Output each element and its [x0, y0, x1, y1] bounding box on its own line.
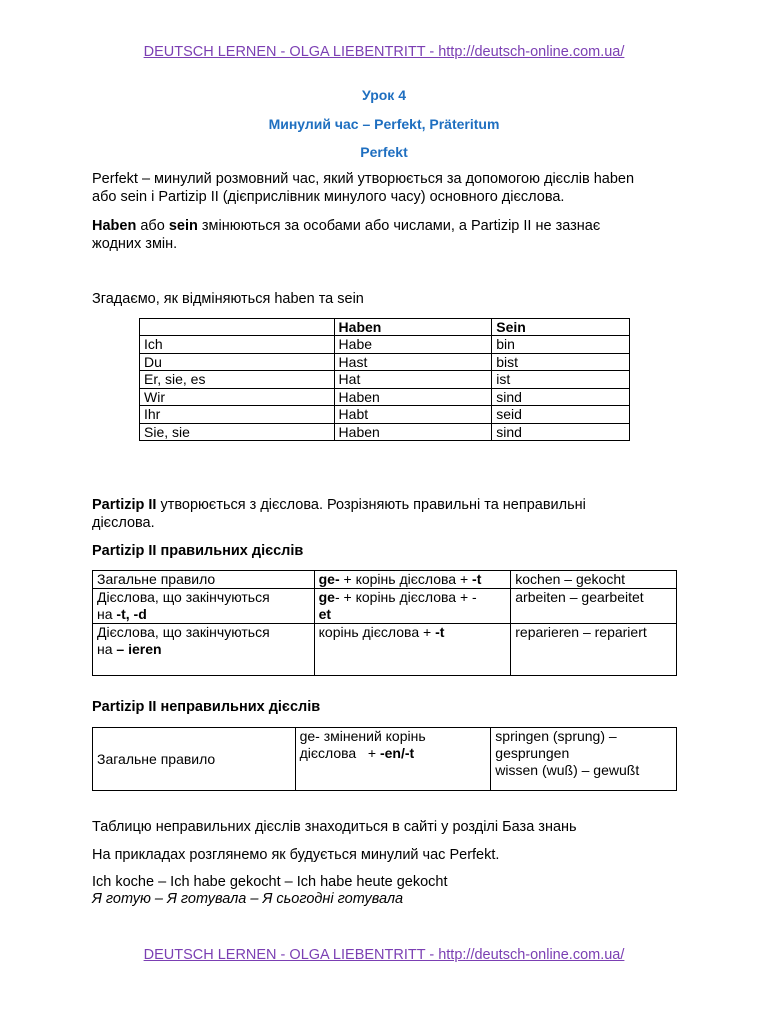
table-cell: bist — [492, 353, 630, 371]
table-header-cell: Haben — [334, 319, 492, 336]
table-cell — [491, 728, 677, 791]
lesson-title: Урок 4 — [362, 87, 406, 103]
bold-word: sein — [168, 218, 198, 234]
table-cell: Habt — [334, 406, 492, 424]
bold-word: – ieren — [116, 641, 162, 657]
table-row — [93, 728, 677, 791]
text-line: wissen (wuß) – gewußt — [495, 762, 640, 778]
text-span: - + корінь дієслова + - — [334, 589, 477, 605]
table-row — [140, 371, 630, 389]
table-cell: arbeiten – gearbeitet — [511, 589, 677, 624]
table-cell: Habe — [334, 336, 492, 354]
footer-link[interactable]: DEUTSCH LERNEN - OLGA LIEBENTRITT - http://deutsch-online.com.ua/ — [143, 947, 625, 963]
table-cell: Haben — [334, 423, 492, 441]
section-title: Perfekt — [360, 144, 408, 160]
bold-word: ge — [318, 589, 335, 605]
bold-word: et — [318, 606, 332, 622]
paragraph-irregular-table-note: Таблицю неправильних дієслів знаходиться в сайті у розділі База знань — [92, 819, 577, 835]
text-line — [92, 217, 692, 235]
bold-word: Partizip II — [92, 497, 157, 513]
bold-word: -t, -d — [116, 606, 147, 622]
text-line — [97, 641, 310, 658]
text-line: gesprungen — [495, 745, 570, 761]
heading-regular-verbs: Partizip II правильних дієслів — [92, 543, 304, 559]
paragraph-recall: Згадаємо, як відміняються haben та sein — [92, 291, 364, 307]
table-header-row — [140, 319, 630, 336]
table-row — [140, 423, 630, 441]
table-cell — [314, 589, 511, 624]
table-row — [93, 624, 677, 676]
text-span: або — [136, 218, 169, 234]
table-cell: Sie, sie — [140, 423, 335, 441]
table-cell: reparieren – repariert — [511, 624, 677, 676]
table-cell: ist — [492, 371, 630, 389]
table-row — [140, 388, 630, 406]
text-span: на — [97, 641, 117, 657]
table-row — [140, 406, 630, 424]
table-header-cell — [140, 319, 335, 336]
paragraph-partizip — [92, 496, 692, 532]
text-line: Дієслова, що закінчуються — [97, 624, 270, 640]
table-cell: Du — [140, 353, 335, 371]
text-line: дієслова. — [92, 515, 155, 531]
table-cell: Wir — [140, 388, 335, 406]
example-ukrainian: Я готую – Я готувала – Я сьогодні готувала — [92, 891, 404, 907]
text-line: жодних змін. — [92, 236, 178, 252]
text-line: ge- змінений корінь — [299, 728, 426, 744]
table-header-cell: Sein — [492, 319, 630, 336]
header-link[interactable]: DEUTSCH LERNEN - OLGA LIEBENTRITT - http://deutsch-online.com.ua/ — [143, 44, 625, 60]
table-cell: Hast — [334, 353, 492, 371]
table-cell: Er, sie, es — [140, 371, 335, 389]
bold-word: Haben — [92, 218, 137, 234]
table-cell: Hat — [334, 371, 492, 389]
text-line — [92, 496, 692, 514]
table-cell: sind — [492, 388, 630, 406]
text-line: springen (sprung) – — [495, 728, 617, 744]
text-span: дієслова + — [299, 745, 380, 761]
table-row — [93, 571, 677, 589]
table-cell: sind — [492, 423, 630, 441]
conjugation-table — [139, 318, 630, 441]
example-german: Ich koche – Ich habe gekocht – Ich habe heute gekocht — [92, 874, 448, 890]
table-cell: seid — [492, 406, 630, 424]
table-row — [140, 353, 630, 371]
table-row — [93, 589, 677, 624]
paragraph-haben-sein — [92, 217, 692, 253]
text-line — [300, 745, 487, 762]
table-cell — [314, 624, 511, 676]
text-line: Дієслова, що закінчуються — [97, 589, 270, 605]
table-cell — [295, 728, 491, 791]
text-line — [97, 606, 310, 623]
example-block — [92, 874, 692, 908]
text-line: або sein і Partizip II (дієприслівник минулого часу) основного дієслова. — [92, 189, 565, 205]
table-cell — [314, 571, 511, 589]
table-cell: Haben — [334, 388, 492, 406]
text-span: змінюються за особами або числами, а Partizip II не зазнає — [197, 218, 601, 234]
table-cell: bin — [492, 336, 630, 354]
heading-irregular-verbs: Partizip II неправильних дієслів — [92, 699, 321, 715]
bold-word: ge- — [318, 571, 340, 587]
bold-word: -t — [435, 624, 445, 640]
lesson-subtitle: Минулий час – Perfekt, Präteritum — [268, 116, 500, 132]
text-span: + корінь дієслова + — [339, 571, 473, 587]
table-cell: Ich — [140, 336, 335, 354]
bold-word: -en/-t — [379, 745, 415, 761]
table-cell: Загальне правило — [93, 728, 296, 791]
table-row — [140, 336, 630, 354]
text-span: корінь дієслова + — [318, 624, 436, 640]
text-line: Perfekt – минулий розмовний час, який утворюється за допомогою дієслів haben — [92, 171, 635, 187]
table-cell: kochen – gekocht — [511, 571, 677, 589]
regular-verbs-table — [92, 570, 677, 676]
paragraph-perfekt-definition — [92, 170, 692, 206]
table-cell: Ihr — [140, 406, 335, 424]
text-span: утворюється з дієслова. Розрізняють правильні та неправильні — [156, 497, 586, 513]
table-cell: Загальне правило — [93, 571, 315, 589]
irregular-verbs-table — [92, 727, 677, 791]
paragraph-examples-intro: На прикладах розглянемо як будується минулий час Perfekt. — [92, 847, 500, 863]
table-cell — [93, 624, 315, 676]
table-cell — [93, 589, 315, 624]
bold-word: -t — [472, 571, 482, 587]
text-span: на — [97, 606, 117, 622]
